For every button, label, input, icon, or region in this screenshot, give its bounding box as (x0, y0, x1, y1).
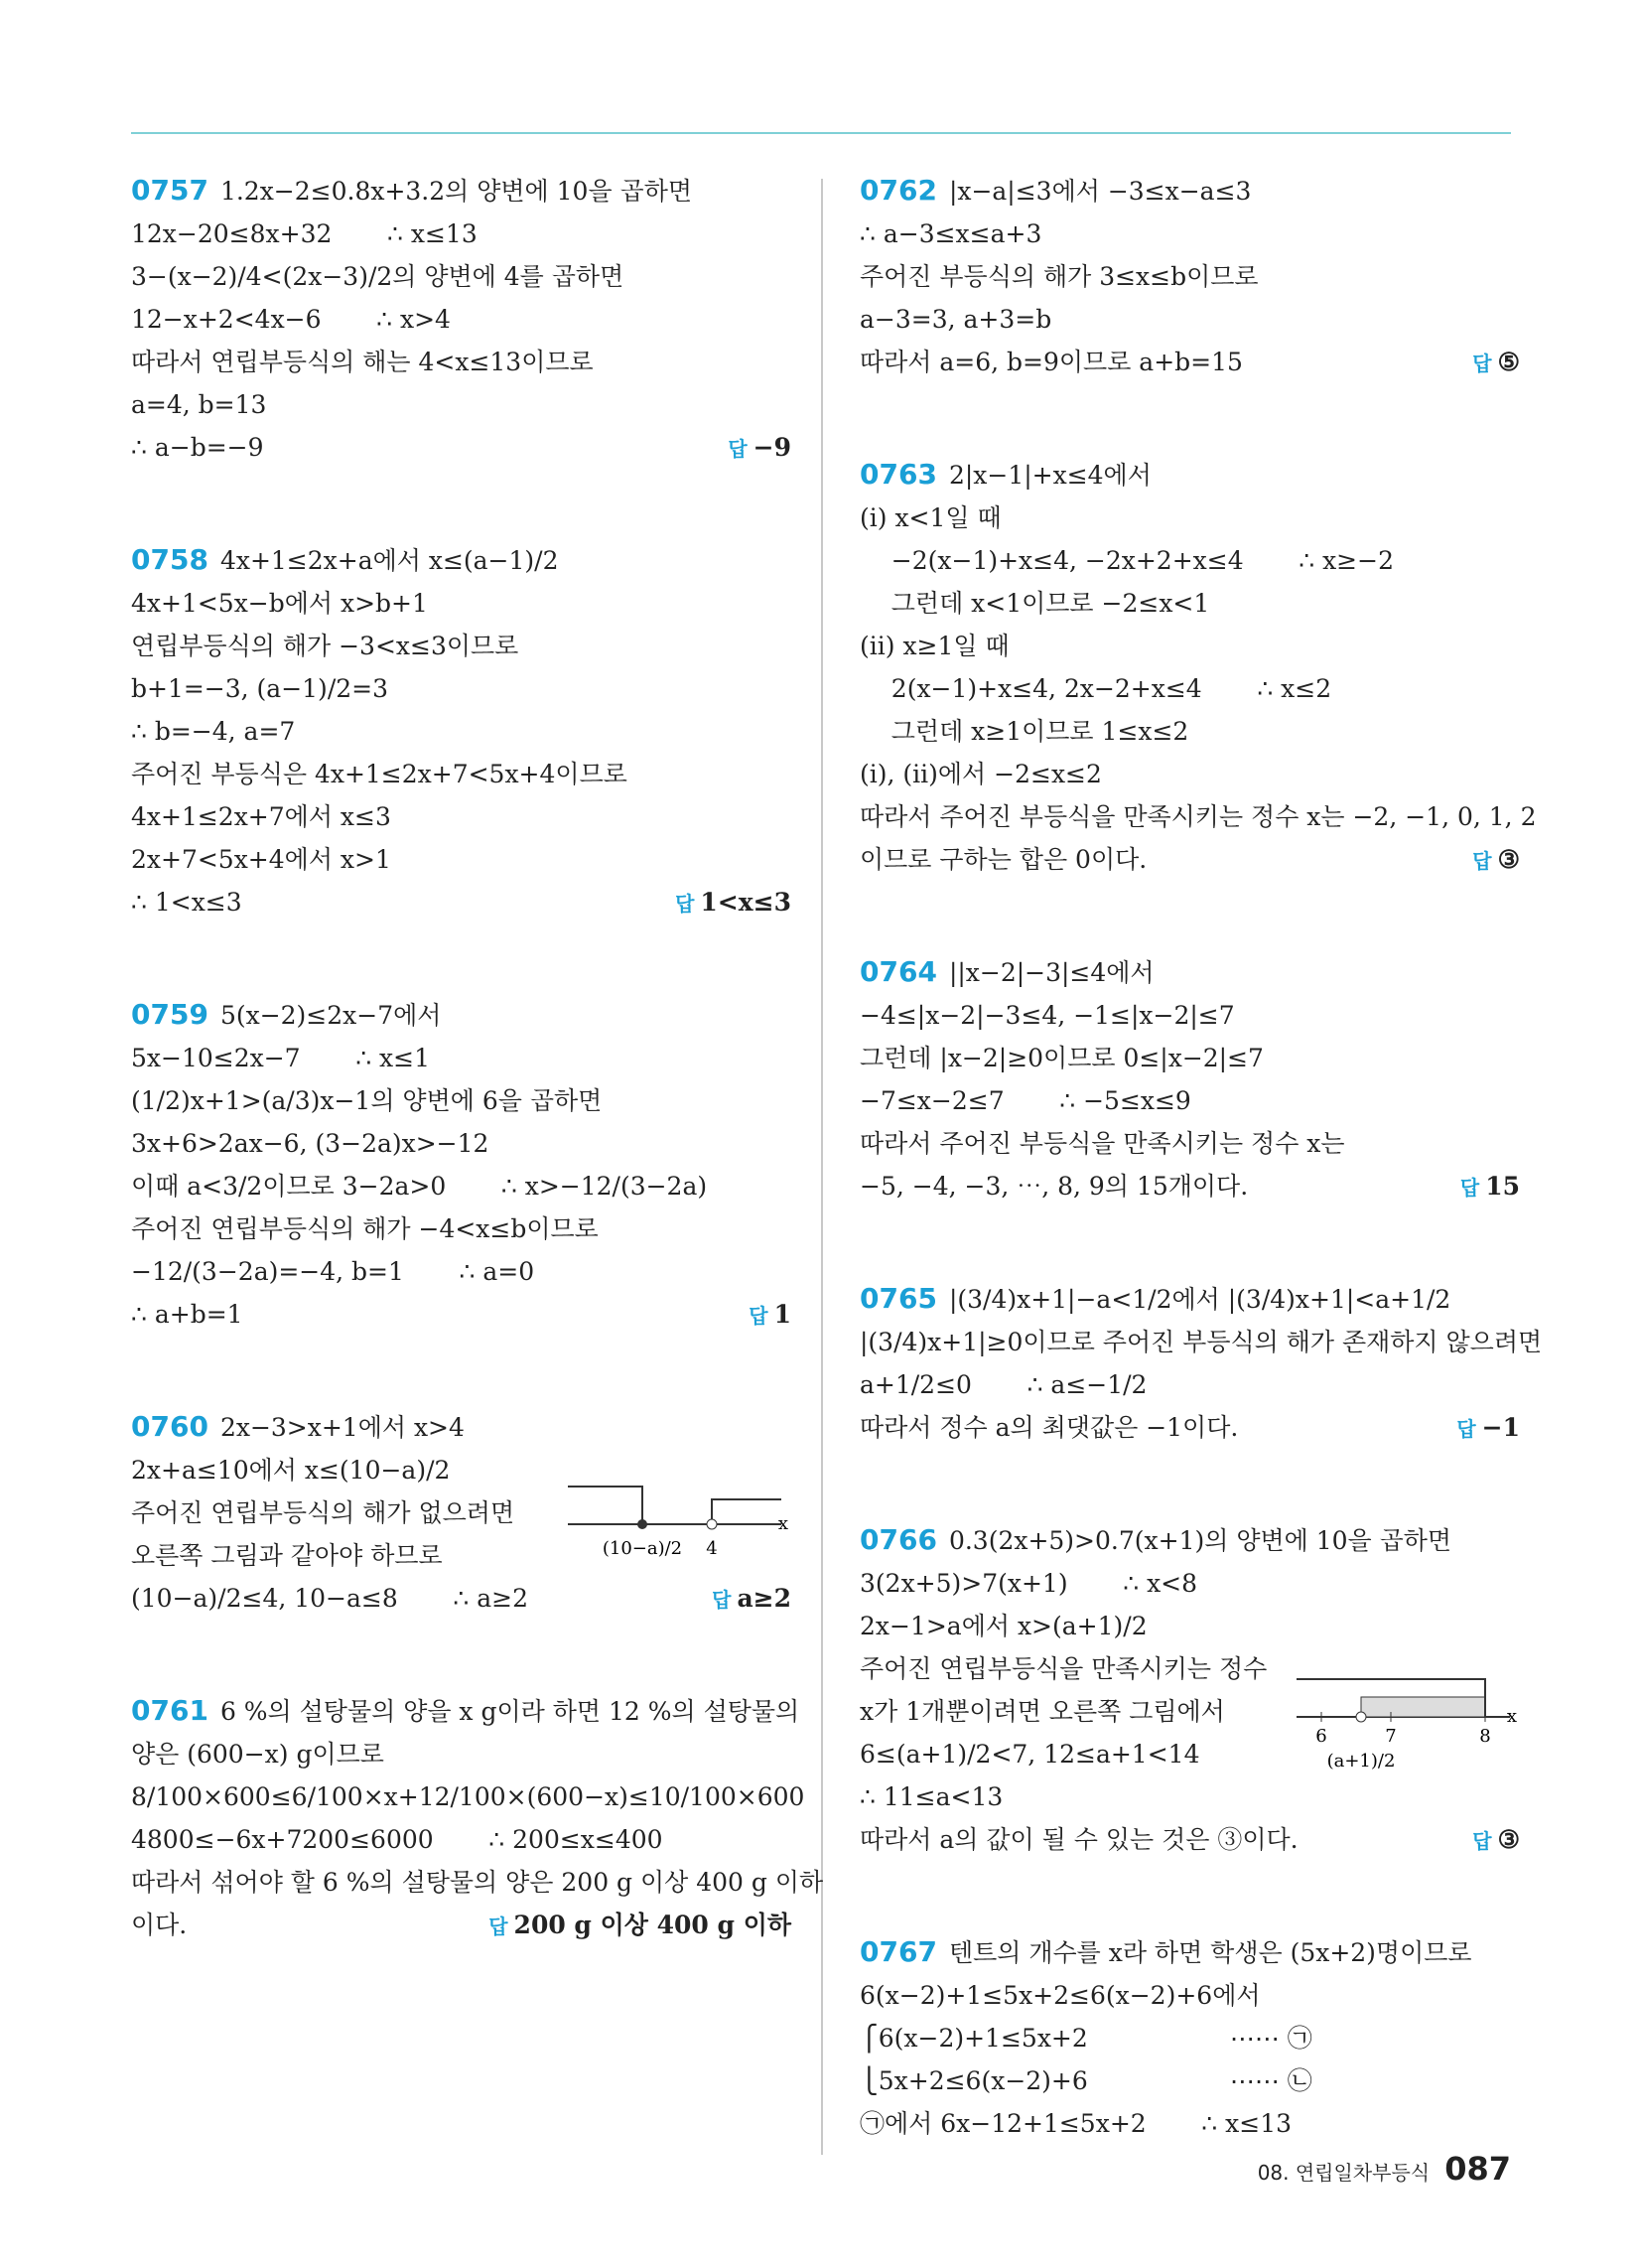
problem-number: 0761 (131, 1694, 208, 1727)
line-text: 3x+6>2ax−6, (3−2a)x>−12 (131, 1129, 489, 1158)
solution-line (131, 1775, 805, 1818)
page-number: 087 (1444, 2150, 1511, 2188)
solution-line (860, 582, 1520, 625)
solution-line (860, 539, 1520, 582)
solution-line (131, 383, 791, 426)
solution-line (131, 1207, 791, 1250)
region-gt (712, 1499, 781, 1524)
line-text: −2(x−1)+x≤4, −2x+2+x≤4 ∴ x≥−2 (860, 546, 1394, 575)
problem-0759 (131, 993, 791, 1336)
answer-label: 답 (675, 892, 695, 916)
chapter-title: 08. 연립일차부등식 (1257, 2161, 1431, 2185)
line-text: 주어진 연립부등식을 만족시키는 정수 (860, 1654, 1268, 1683)
solution-line (860, 753, 1520, 795)
solution-line (860, 795, 1537, 838)
line-text: 따라서 정수 a의 최댓값은 −1이다. (860, 1413, 1239, 1442)
header-rule (131, 132, 1511, 134)
solution-line (860, 838, 1520, 881)
answer-value: 1<x≤3 (700, 888, 791, 917)
line-text: 따라서 주어진 부등식을 만족시키는 정수 x는 (860, 1129, 1345, 1158)
open-point (1356, 1712, 1366, 1722)
figure-label: x (777, 1513, 789, 1534)
line-text: 이때 a<3/2이므로 3−2a>0 ∴ x>−12/(3−2a) (131, 1172, 708, 1201)
line-text: (1/2)x+1>(a/3)x−1의 양변에 6을 곱하면 (131, 1086, 603, 1115)
line-text: 4800≤−6x+7200≤6000 ∴ 200≤x≤400 (131, 1825, 663, 1854)
line-text: ⎩5x+2≤6(x−2)+6 ⋯⋯ ㉡ (860, 2066, 1312, 2095)
solution-line (131, 169, 791, 213)
answer-value: 15 (1485, 1172, 1520, 1201)
problem-number: 0757 (131, 174, 208, 207)
solution-line (860, 1605, 1520, 1647)
line-text: 2x+7<5x+4에서 x>1 (131, 845, 391, 874)
answer-label: 답 (1472, 1829, 1492, 1853)
answer (1472, 838, 1520, 883)
solution-line (860, 1321, 1543, 1363)
answer (1472, 1818, 1520, 1863)
line-text: 주어진 연립부등식의 해가 −4<x≤b이므로 (131, 1214, 599, 1243)
number-line-figure (1292, 1667, 1520, 1776)
line-text: (10−a)/2≤4, 10−a≤8 ∴ a≥2 (131, 1584, 528, 1613)
solution-line (860, 667, 1520, 710)
line-text: 따라서 a=6, b=9이므로 a+b=15 (860, 348, 1243, 376)
figure-label: 7 (1385, 1726, 1397, 1747)
solution-line (131, 838, 791, 881)
solution-line (131, 1904, 791, 1946)
line-text: 텐트의 개수를 x라 하면 학생은 (5x+2)명이므로 (948, 1938, 1472, 1967)
line-text: (ⅰ), (ⅱ)에서 −2≤x≤2 (860, 760, 1102, 788)
line-text: 이다. (131, 1911, 188, 1939)
line-text: (ⅰ) x<1일 때 (860, 503, 1002, 532)
problem-number: 0759 (131, 998, 208, 1031)
solution-line (860, 1406, 1520, 1449)
solution-line (131, 625, 791, 667)
region-le (568, 1487, 642, 1524)
line-text: 6(x−2)+1≤5x+2≤6(x−2)+6에서 (860, 1981, 1261, 2010)
problem-0766 (860, 1518, 1520, 1861)
answer-label: 답 (1459, 1176, 1480, 1200)
solution-line (131, 667, 791, 710)
figure-label: 8 (1479, 1726, 1491, 1747)
problem-0757 (131, 169, 791, 469)
solution-line (860, 2017, 1520, 2059)
answer-value: −1 (1481, 1413, 1520, 1442)
line-text: 2|x−1|+x≤4에서 (948, 461, 1152, 490)
problem-number: 0760 (131, 1410, 208, 1443)
line-text: x가 1개뿐이려면 오른쪽 그림에서 (860, 1697, 1225, 1726)
problem-number: 0767 (860, 1935, 937, 1968)
line-text: 양은 (600−x) g이므로 (131, 1740, 384, 1769)
answer-value: −9 (753, 433, 791, 462)
line-text: 오른쪽 그림과 같아야 하므로 (131, 1541, 443, 1570)
solution-line (131, 795, 791, 838)
figure-label: x (1506, 1706, 1518, 1727)
solution-line (131, 1250, 791, 1293)
answer-label: 답 (1472, 849, 1492, 873)
line-text: 5x−10≤2x−7 ∴ x≤1 (131, 1044, 431, 1072)
closed-point (637, 1519, 647, 1529)
figure-label: (a+1)/2 (1326, 1751, 1396, 1772)
line-text: 3−(x−2)/4<(2x−3)/2의 양변에 4를 곱하면 (131, 262, 624, 291)
line-text: ⎧6(x−2)+1≤5x+2 ⋯⋯ ㉠ (860, 2024, 1312, 2053)
answer-label: 답 (749, 1304, 768, 1328)
solution-line (131, 1122, 791, 1165)
line-text: −4≤|x−2|−3≤4, −1≤|x−2|≤7 (860, 1001, 1235, 1030)
line-text: −5, −4, −3, ⋯, 8, 9의 15개이다. (860, 1172, 1249, 1201)
answer-value: a≥2 (737, 1584, 791, 1613)
line-text: 주어진 연립부등식의 해가 없으려면 (131, 1498, 515, 1527)
line-text: 따라서 a의 값이 될 수 있는 것은 ③이다. (860, 1825, 1299, 1854)
solution-line (860, 1974, 1520, 2017)
solution-line (860, 1363, 1520, 1406)
solution-line (131, 341, 791, 383)
line-text: ∴ 11≤a<13 (860, 1782, 1004, 1811)
line-text: 그런데 |x−2|≥0이므로 0≤|x−2|≤7 (860, 1044, 1264, 1072)
line-text: 이므로 구하는 합은 0이다. (860, 845, 1148, 874)
answer-label: 답 (712, 1588, 732, 1612)
solution-line (131, 1861, 824, 1904)
solution-line (860, 1037, 1520, 1079)
answer-value: ③ (1497, 1825, 1520, 1854)
answer-label: 답 (1456, 1417, 1476, 1441)
solution-line (131, 1733, 791, 1775)
line-text: a+1/2≤0 ∴ a≤−1/2 (860, 1370, 1148, 1399)
problem-number: 0766 (860, 1523, 937, 1556)
line-text: 주어진 부등식은 4x+1≤2x+7<5x+4이므로 (131, 760, 627, 788)
answer-label: 답 (1472, 352, 1492, 375)
solution-line (131, 298, 791, 341)
solution-line (131, 881, 791, 923)
line-text: 0.3(2x+5)>0.7(x+1)의 양변에 10을 곱하면 (948, 1526, 1452, 1555)
solution-line (131, 213, 791, 255)
line-text: 2x+a≤10에서 x≤(10−a)/2 (131, 1456, 451, 1485)
open-point (707, 1519, 717, 1529)
solution-line (860, 950, 1520, 994)
line-text: 1.2x−2≤0.8x+3.2의 양변에 10을 곱하면 (219, 177, 693, 206)
solution-line (131, 1405, 791, 1449)
line-text: 2x−3>x+1에서 x>4 (219, 1413, 465, 1442)
line-text: −12/(3−2a)=−4, b=1 ∴ a=0 (131, 1257, 535, 1286)
solution-line (860, 1562, 1520, 1605)
solution-line (131, 538, 791, 582)
line-text: 따라서 섞어야 할 6 %의 설탕물의 양은 200 g 이상 400 g 이하 (131, 1868, 824, 1897)
line-text: 따라서 연립부등식의 해는 4<x≤13이므로 (131, 348, 594, 376)
solution-line (860, 341, 1520, 383)
problem-0765 (860, 1277, 1543, 1449)
problem-number: 0765 (860, 1282, 937, 1315)
solution-line (131, 753, 791, 795)
answer (1456, 1406, 1520, 1451)
answer (1472, 341, 1520, 385)
solution-line (860, 255, 1520, 298)
answer-label: 답 (488, 1914, 508, 1938)
line-text: ∴ a+b=1 (131, 1300, 243, 1329)
solution-line (860, 453, 1520, 496)
figure-label: 6 (1315, 1726, 1327, 1747)
solution-line (131, 582, 791, 625)
line-text: 4x+1<5x−b에서 x>b+1 (131, 589, 428, 618)
solution-line (860, 1518, 1520, 1562)
solution-line (860, 710, 1520, 753)
line-text: 주어진 부등식의 해가 3≤x≤b이므로 (860, 262, 1259, 291)
solution-line (131, 1293, 791, 1336)
line-text: 12x−20≤8x+32 ∴ x≤13 (131, 219, 478, 248)
solution-line (860, 2059, 1520, 2102)
solution-line (131, 993, 791, 1037)
line-text: ||x−2|−3|≤4에서 (948, 958, 1155, 987)
line-text: ∴ 1<x≤3 (131, 888, 242, 917)
answer-label: 답 (728, 437, 748, 461)
solution-line (860, 1930, 1520, 1974)
solution-line (860, 625, 1520, 667)
column-divider (821, 179, 823, 2155)
answer-value: ③ (1497, 845, 1520, 874)
solution-line (860, 213, 1520, 255)
solution-line (860, 1165, 1520, 1207)
answer (675, 881, 791, 925)
line-text: 그런데 x≥1이므로 1≤x≤2 (860, 717, 1189, 746)
number-line-figure (563, 1475, 791, 1584)
answer-value: 1 (773, 1300, 791, 1329)
line-text: a−3=3, a+3=b (860, 305, 1052, 334)
solution-line (860, 169, 1520, 213)
line-text: ㉠에서 6x−12+1≤5x+2 ∴ x≤13 (860, 2109, 1293, 2138)
solution-line (131, 1689, 800, 1733)
line-text: ∴ a−b=−9 (131, 433, 264, 462)
answer (1460, 1165, 1520, 1209)
problem-0763 (860, 453, 1537, 881)
line-text: |(3/4)x+1|≥0이므로 주어진 부등식의 해가 존재하지 않으려면 (860, 1328, 1543, 1356)
line-text: 2x−1>a에서 x>(a+1)/2 (860, 1612, 1148, 1640)
left-column (131, 169, 824, 2016)
problem-0762 (860, 169, 1520, 383)
right-column (860, 169, 1543, 2214)
line-text: 3(2x+5)>7(x+1) ∴ x<8 (860, 1569, 1198, 1598)
line-text: 12−x+2<4x−6 ∴ x>4 (131, 305, 451, 334)
line-text: −7≤x−2≤7 ∴ −5≤x≤9 (860, 1086, 1191, 1115)
problem-number: 0758 (131, 543, 208, 576)
line-text: 4x+1≤2x+a에서 x≤(a−1)/2 (219, 546, 559, 575)
line-text: ∴ a−3≤x≤a+3 (860, 219, 1042, 248)
solution-line (860, 1277, 1520, 1321)
line-text: 4x+1≤2x+7에서 x≤3 (131, 802, 391, 831)
solution-line (860, 2102, 1520, 2145)
line-text: |x−a|≤3에서 −3≤x−a≤3 (948, 177, 1252, 206)
solution-line (860, 994, 1520, 1037)
problem-0764 (860, 950, 1520, 1207)
line-text: b+1=−3, (a−1)/2=3 (131, 674, 388, 703)
solution-line (860, 1818, 1520, 1861)
answer-value: ⑤ (1497, 348, 1520, 376)
solution-line (860, 1775, 1520, 1818)
line-text: 6 %의 설탕물의 양을 x g이라 하면 12 %의 설탕물의 (219, 1697, 800, 1726)
figure-label: 4 (706, 1538, 718, 1559)
problem-number: 0763 (860, 458, 937, 491)
line-text: 따라서 주어진 부등식을 만족시키는 정수 x는 −2, −1, 0, 1, 2 (860, 802, 1537, 831)
line-text: |(3/4)x+1|−a<1/2에서 |(3/4)x+1|<a+1/2 (948, 1285, 1451, 1314)
line-text: ∴ b=−4, a=7 (131, 717, 296, 746)
answer-value: 200 g 이상 400 g 이하 (513, 1911, 791, 1939)
solution-line (860, 496, 1520, 539)
answer (728, 426, 791, 471)
answer (749, 1293, 791, 1338)
page-footer (1258, 2150, 1511, 2188)
solution-line (131, 426, 791, 469)
solution-line (860, 1122, 1520, 1165)
line-text: (ⅱ) x≥1일 때 (860, 632, 1010, 660)
solution-line (131, 1818, 791, 1861)
problem-0760 (131, 1405, 791, 1620)
region-shaded (1361, 1697, 1485, 1717)
solution-line (131, 1037, 791, 1079)
problem-0761 (131, 1689, 824, 1946)
solution-line (131, 1079, 791, 1122)
line-text: 8/100×600≤6/100×x+12/100×(600−x)≤10/100×600 (131, 1782, 805, 1811)
answer (488, 1904, 791, 1948)
solution-line (860, 298, 1520, 341)
line-text: 5(x−2)≤2x−7에서 (219, 1001, 442, 1030)
line-text: 2(x−1)+x≤4, 2x−2+x≤4 ∴ x≤2 (860, 674, 1332, 703)
problem-number: 0764 (860, 955, 937, 988)
problem-0758 (131, 538, 791, 923)
line-text: 6≤(a+1)/2<7, 12≤a+1<14 (860, 1740, 1200, 1769)
line-text: 연립부등식의 해가 −3<x≤3이므로 (131, 632, 519, 660)
figure-label: (10−a)/2 (602, 1538, 683, 1559)
problem-number: 0762 (860, 174, 937, 207)
solution-line (131, 1165, 791, 1207)
problem-0767 (860, 1930, 1520, 2145)
solution-line (131, 710, 791, 753)
line-text: 그런데 x<1이므로 −2≤x<1 (860, 589, 1210, 618)
solution-line (860, 1079, 1520, 1122)
solution-line (131, 255, 791, 298)
line-text: a=4, b=13 (131, 390, 267, 419)
